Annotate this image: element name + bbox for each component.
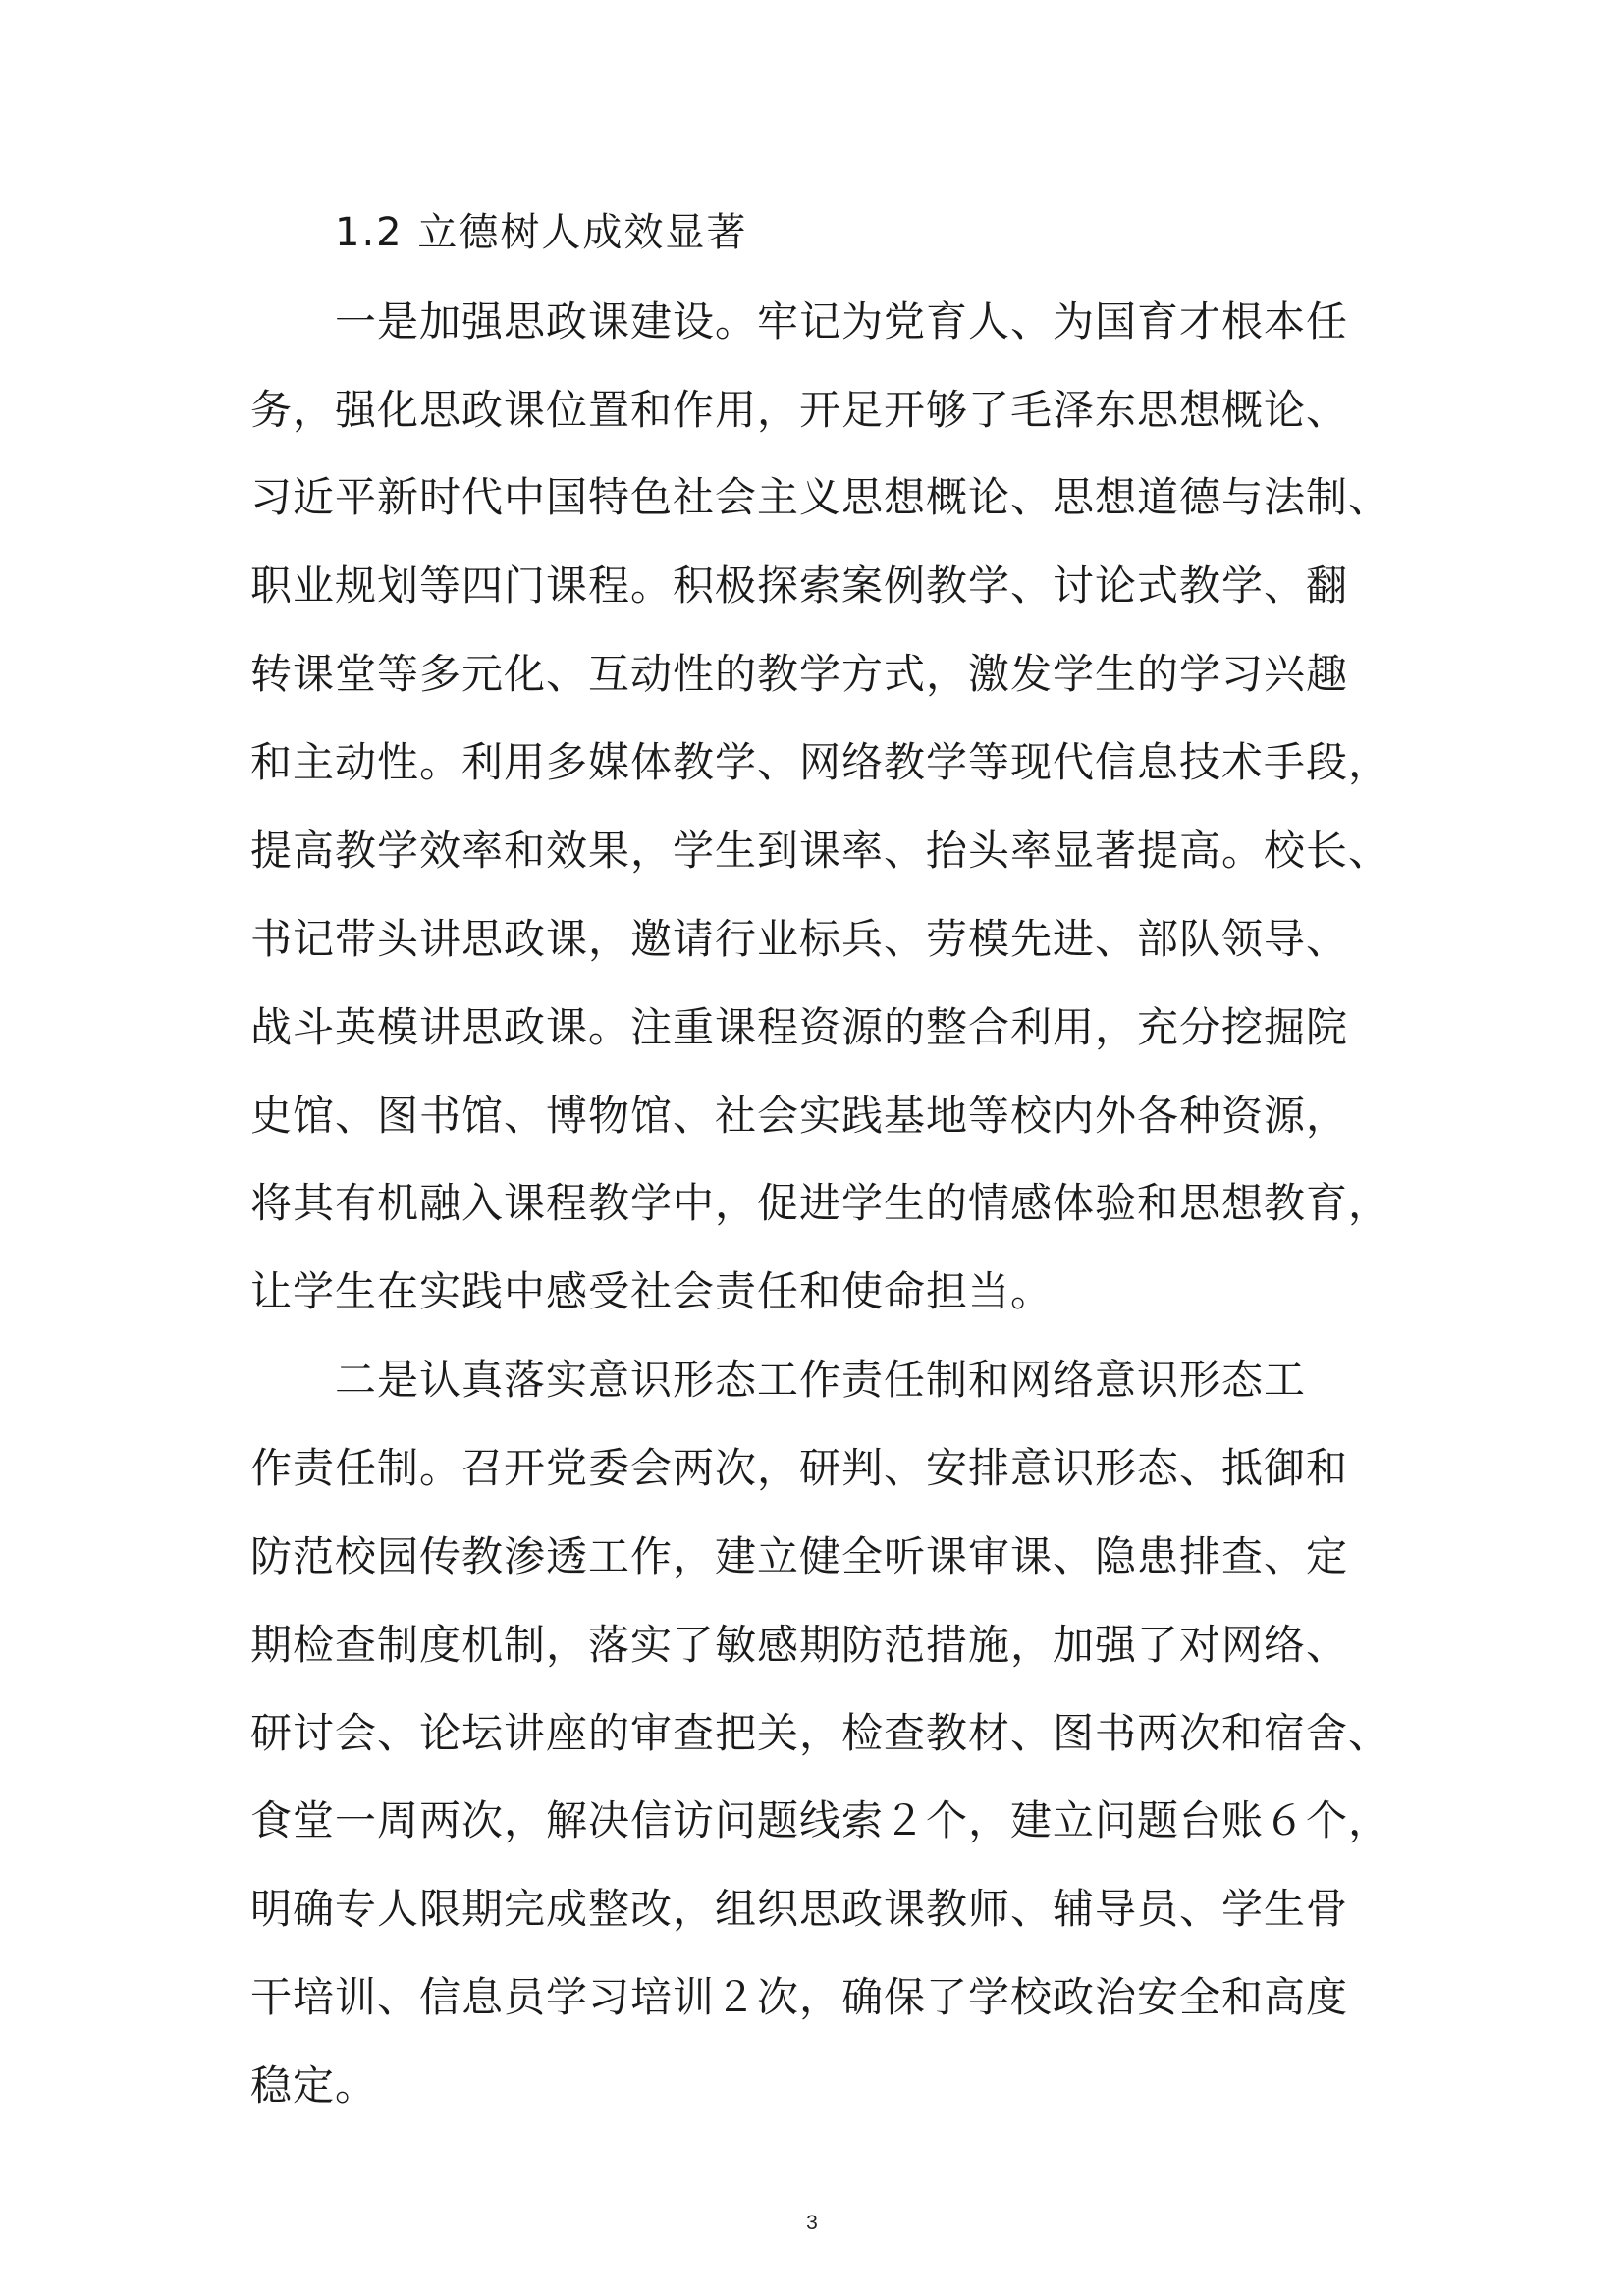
paragraph-2-line-7: 明确专人限期完成整改，组织思政课教师、辅导员、学生骨 xyxy=(250,1885,1349,1933)
paragraph-2-line-2: 作责任制。召开党委会两次，研判、安排意识形态、抵御和 xyxy=(250,1444,1349,1492)
paragraph-1-line-3: 习近平新时代中国特色社会主义思想概论、思想道德与法制、 xyxy=(250,473,1391,521)
paragraph-2-line-6: 食堂一周两次，解决信访问题线索２个，建立问题台账６个， xyxy=(250,1796,1391,1844)
paragraph-2-line-1: 二是认真落实意识形态工作责任制和网络意识形态工 xyxy=(335,1356,1307,1404)
paragraph-1-line-5: 转课堂等多元化、互动性的教学方式，激发学生的学习兴趣 xyxy=(250,650,1349,698)
paragraph-1-line-6: 和主动性。利用多媒体教学、网络教学等现代信息技术手段， xyxy=(250,738,1391,786)
paragraph-1-line-2: 务，强化思政课位置和作用，开足开够了毛泽东思想概论、 xyxy=(250,386,1349,434)
paragraph-1-line-10: 史馆、图书馆、博物馆、社会实践基地等校内外各种资源， xyxy=(250,1092,1349,1140)
paragraph-2-line-4: 期检查制度机制，落实了敏感期防范措施，加强了对网络、 xyxy=(250,1621,1349,1669)
paragraph-2-line-5: 研讨会、论坛讲座的审查把关，检查教材、图书两次和宿舍、 xyxy=(250,1709,1391,1757)
paragraph-1-line-11: 将其有机融入课程教学中，促进学生的情感体验和思想教育， xyxy=(250,1179,1391,1227)
paragraph-1-line-8: 书记带头讲思政课，邀请行业标兵、劳模先进、部队领导、 xyxy=(250,915,1349,963)
paragraph-1-line-1: 一是加强思政课建设。牢记为党育人、为国育才根本任 xyxy=(335,297,1349,346)
paragraph-1-line-7: 提高教学效率和效果，学生到课率、抬头率显著提高。校长、 xyxy=(250,827,1391,875)
paragraph-1-line-9: 战斗英模讲思政课。注重课程资源的整合利用，充分挖掘院 xyxy=(250,1003,1349,1051)
paragraph-1-line-4: 职业规划等四门课程。积极探索案例教学、讨论式教学、翻 xyxy=(250,561,1349,610)
paragraph-2-line-9: 稳定。 xyxy=(250,2061,378,2109)
paragraph-1-line-12: 让学生在实践中感受社会责任和使命担当。 xyxy=(250,1267,1054,1315)
page-number: 3 xyxy=(806,2212,818,2234)
section-heading: 1.2 立德树人成效显著 xyxy=(335,210,748,255)
paragraph-2-line-8: 干培训、信息员学习培训２次，确保了学校政治安全和高度 xyxy=(250,1973,1349,2021)
paragraph-2-line-3: 防范校园传教渗透工作，建立健全听课审课、隐患排查、定 xyxy=(250,1532,1349,1580)
